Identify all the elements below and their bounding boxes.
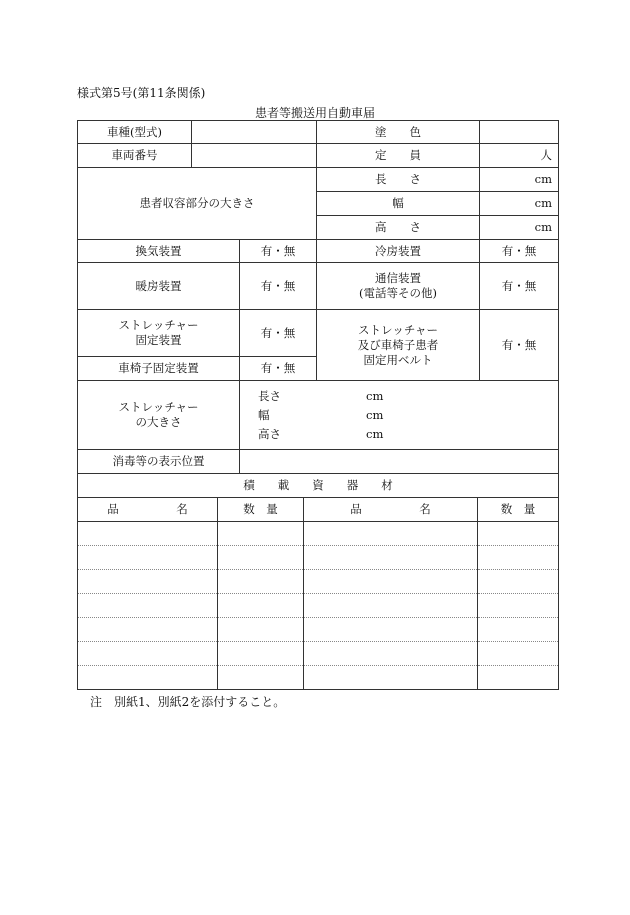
vehicle-details-table [77,120,559,498]
equipment-cell[interactable] [78,546,218,570]
stretcher-size-label [78,381,240,450]
equipment-cell[interactable] [218,546,304,570]
compartment-size-label: 患者収容部分の大きさ [78,168,317,240]
registration-value[interactable] [192,144,317,168]
item-name-header-left: 品 名 [78,498,218,522]
equipment-cell[interactable] [304,522,478,546]
belt-line1: ストレッチャー [357,322,439,337]
stretcher-length-unit: cm [366,388,384,403]
belt-line3: 固定用ベルト [363,352,433,367]
color-label: 塗 色 [317,121,480,144]
ventilation-value[interactable]: 有・無 [240,240,317,263]
stretcher-size-line2: の大きさ [135,415,182,429]
comm-label-line2: (電話等その他) [359,286,437,300]
equipment-cell[interactable] [478,570,559,594]
equipment-cell[interactable] [478,642,559,666]
equipment-section-title: 積 載 資 器 材 [78,474,559,498]
belt-label [317,310,480,381]
stretcher-size-values[interactable] [240,381,559,450]
equipment-cell[interactable] [218,618,304,642]
stretcher-fix-value[interactable]: 有・無 [240,310,317,357]
compartment-height-unit[interactable]: cm [480,216,559,240]
wheelchair-fix-value[interactable]: 有・無 [240,357,317,381]
equipment-table [77,497,559,690]
vehicle-type-value[interactable] [192,121,317,144]
compartment-length-label: 長 さ [317,168,480,192]
equipment-cell[interactable] [218,666,304,690]
equipment-cell[interactable] [478,666,559,690]
equipment-cell[interactable] [78,618,218,642]
compartment-width-label: 幅 [317,192,480,216]
heater-value[interactable]: 有・無 [240,263,317,310]
wheelchair-fix-label: 車椅子固定装置 [78,357,240,381]
capacity-unit[interactable]: 人 [480,144,559,168]
equipment-cell[interactable] [78,570,218,594]
equipment-cell[interactable] [478,522,559,546]
disinfection-label: 消毒等の表示位置 [78,450,240,474]
stretcher-height-unit: cm [366,426,384,441]
equipment-cell[interactable] [478,618,559,642]
stretcher-fix-line2: 固定装置 [135,333,182,347]
comm-label-line1: 通信装置 [375,271,421,285]
stretcher-fix-label [78,310,240,357]
equipment-cell[interactable] [304,618,478,642]
compartment-height-label: 高 さ [317,216,480,240]
color-value[interactable] [480,121,559,144]
equipment-cell[interactable] [218,642,304,666]
equipment-cell[interactable] [218,522,304,546]
compartment-width-unit[interactable]: cm [480,192,559,216]
form-title: 患者等搬送用自動車届 [254,106,375,120]
equipment-cell[interactable] [478,594,559,618]
registration-label: 車両番号 [78,144,192,168]
stretcher-width-label: 幅 [258,407,270,422]
heater-label: 暖房装置 [78,263,240,310]
vehicle-type-label: 車種(型式) [78,121,192,144]
equipment-cell[interactable] [78,666,218,690]
equipment-cell[interactable] [78,522,218,546]
equipment-cell[interactable] [304,594,478,618]
quantity-header-right: 数 量 [478,498,559,522]
comm-label [317,263,480,310]
equipment-cell[interactable] [304,570,478,594]
ac-label: 冷房装置 [317,240,480,263]
disinfection-value[interactable] [240,450,559,474]
equipment-cell[interactable] [304,642,478,666]
equipment-cell[interactable] [78,594,218,618]
comm-value[interactable]: 有・無 [480,263,559,310]
stretcher-size-line1: ストレッチャー [118,400,199,414]
attachment-note: 注 別紙1、別紙2を添付すること。 [90,695,286,709]
quantity-header-left: 数 量 [218,498,304,522]
stretcher-width-unit: cm [366,407,384,422]
equipment-cell[interactable] [218,570,304,594]
stretcher-fix-line1: ストレッチャー [118,318,199,332]
compartment-length-unit[interactable]: cm [480,168,559,192]
equipment-cell[interactable] [478,546,559,570]
item-name-header-right: 品 名 [304,498,478,522]
belt-value[interactable]: 有・無 [480,310,559,381]
ac-value[interactable]: 有・無 [480,240,559,263]
form-number: 様式第5号(第11条関係) [77,86,206,100]
ventilation-label: 換気装置 [78,240,240,263]
equipment-cell[interactable] [304,546,478,570]
capacity-label: 定 員 [317,144,480,168]
equipment-cell[interactable] [78,642,218,666]
belt-line2: 及び車椅子患者 [357,337,439,352]
stretcher-height-label: 高さ [258,426,281,441]
equipment-cell[interactable] [218,594,304,618]
stretcher-length-label: 長さ [258,388,281,403]
equipment-cell[interactable] [304,666,478,690]
